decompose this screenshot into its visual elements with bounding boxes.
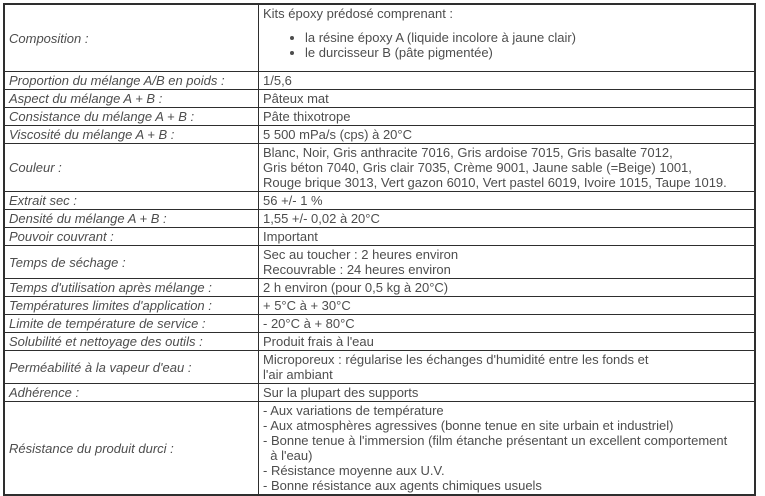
value-line: 2 h environ (pour 0,5 kg à 20°C) (263, 280, 449, 295)
row-value (259, 210, 756, 228)
value-line: - Bonne tenue à l'immersion (film étanche présentant un excellent comportement (263, 433, 728, 448)
value-line: l'air ambiant (263, 367, 333, 382)
table-row (4, 228, 755, 246)
row-label: Températures limites d'application : (4, 297, 259, 315)
row-label: Proportion du mélange A/B en poids : (4, 72, 259, 90)
bullet-item: • la résine époxy A (liquide incolore à jaune clair) (305, 30, 750, 45)
table-row (4, 315, 755, 333)
row-value (259, 384, 756, 402)
table-row (4, 246, 755, 279)
value-line: Gris béton 7040, Gris clair 7035, Crème 9001, Jaune sable (=Beige) 1001, (263, 160, 692, 175)
row-value (259, 297, 756, 315)
table-row (4, 210, 755, 228)
value-line: 56 +/- 1 % (263, 193, 323, 208)
row-value (259, 72, 756, 90)
row-value (259, 108, 756, 126)
row-value (259, 90, 756, 108)
table-row (4, 297, 755, 315)
row-value (259, 228, 756, 246)
row-label: Pouvoir couvrant : (4, 228, 259, 246)
value-line: Recouvrable : 24 heures environ (263, 262, 451, 277)
table-row (4, 333, 755, 351)
row-label: Couleur : (4, 144, 259, 192)
row-label: Temps de séchage : (4, 246, 259, 279)
table-row (4, 4, 755, 72)
value-line: - Aux atmosphères agressives (bonne tenue en site urbain et industriel) (263, 418, 674, 433)
value-line: 1/5,6 (263, 73, 292, 88)
row-value (259, 333, 756, 351)
row-value (259, 192, 756, 210)
table-row (4, 279, 755, 297)
row-label: Aspect du mélange A + B : (4, 90, 259, 108)
table-row (4, 72, 755, 90)
row-value (259, 144, 756, 192)
value-line: - Résistance moyenne aux U.V. (263, 463, 445, 478)
spec-table (3, 3, 756, 496)
row-label: Viscosité du mélange A + B : (4, 126, 259, 144)
value-line: Microporeux : régularise les échanges d'humidité entre les fonds et (263, 352, 649, 367)
row-label: Composition : (4, 4, 259, 72)
row-label: Limite de température de service : (4, 315, 259, 333)
table-row (4, 192, 755, 210)
table-row (4, 402, 755, 496)
table-row (4, 126, 755, 144)
table-row (4, 144, 755, 192)
row-value (259, 351, 756, 384)
row-label: Extrait sec : (4, 192, 259, 210)
value-line: - Bonne résistance aux agents chimiques usuels (263, 478, 542, 493)
row-value (259, 126, 756, 144)
value-line: 5 500 mPa/s (cps) à 20°C (263, 127, 412, 142)
value-line: + 5°C à + 30°C (263, 298, 351, 313)
row-label: Adhérence : (4, 384, 259, 402)
value-line: Important (263, 229, 318, 244)
table-row (4, 90, 755, 108)
table-row (4, 384, 755, 402)
row-label: Résistance du produit durci : (4, 402, 259, 496)
row-label: Solubilité et nettoyage des outils : (4, 333, 259, 351)
value-line: 1,55 +/- 0,02 à 20°C (263, 211, 380, 226)
value-line: Pâte thixotrope (263, 109, 351, 124)
value-line: Sur la plupart des supports (263, 385, 419, 400)
row-label: Temps d'utilisation après mélange : (4, 279, 259, 297)
value-line: à l'eau) (263, 448, 313, 463)
value-line: Sec au toucher : 2 heures environ (263, 247, 459, 262)
value-line: Produit frais à l'eau (263, 334, 374, 349)
row-value (259, 246, 756, 279)
row-value (259, 315, 756, 333)
spec-table-body (4, 4, 755, 495)
value-line: Pâteux mat (263, 91, 329, 106)
row-value (259, 279, 756, 297)
bullet-item: • le durcisseur B (pâte pigmentée) (305, 45, 750, 60)
bullet-list (263, 30, 750, 60)
value-line: - 20°C à + 80°C (263, 316, 355, 331)
value-intro: Kits époxy prédosé comprenant : (263, 6, 454, 21)
row-label: Perméabilité à la vapeur d'eau : (4, 351, 259, 384)
row-value (259, 4, 756, 72)
value-line: Blanc, Noir, Gris anthracite 7016, Gris ardoise 7015, Gris basalte 7012, (263, 145, 673, 160)
row-value (259, 402, 756, 496)
table-row (4, 108, 755, 126)
row-label: Densité du mélange A + B : (4, 210, 259, 228)
value-line: Rouge brique 3013, Vert gazon 6010, Vert pastel 6019, Ivoire 1015, Taupe 1019. (263, 175, 727, 190)
value-line: - Aux variations de température (263, 403, 444, 418)
table-row (4, 351, 755, 384)
row-label: Consistance du mélange A + B : (4, 108, 259, 126)
